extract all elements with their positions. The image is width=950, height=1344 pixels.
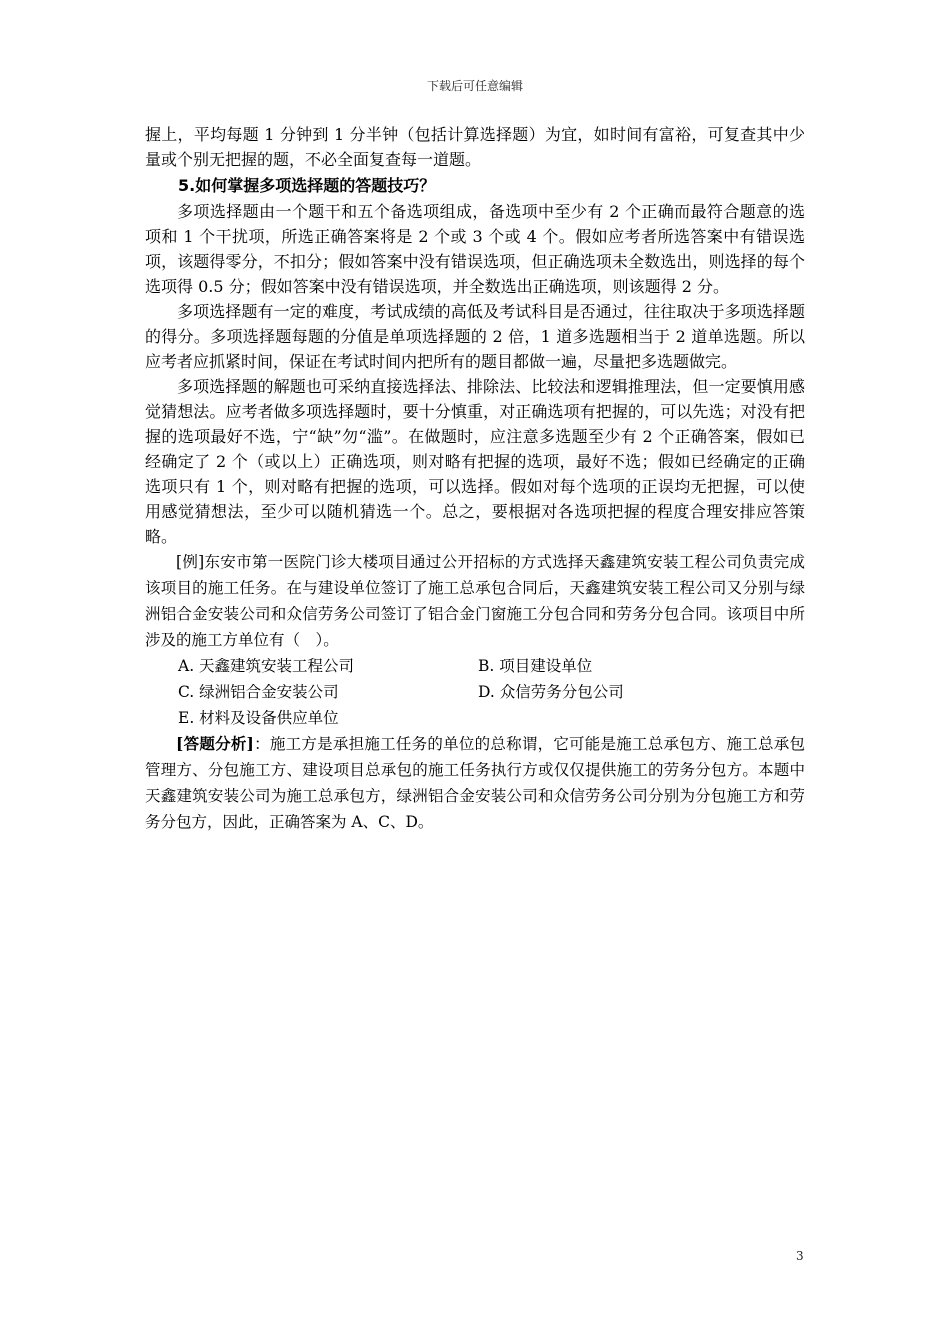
intro-paragraph: 握上，平均每题 1 分钟到 1 分半钟（包括计算选择题）为宜，如时间有富裕，可复查其中少量或个别无把握的题，不必全面复查每一道题。	[145, 125, 805, 169]
analysis-paragraph	[145, 731, 805, 835]
option-c: C. 绿洲铝合金安装公司	[178, 683, 339, 701]
analysis-text: ：施工方是承担施工任务的单位的总称谓，它可能是施工总承包方、施工总承包管理方、分包施工方、建设项目总承包的施工任务执行方或仅仅提供施工的劳务分包方。本题中天鑫建筑安装公司为施工总承包方，绿洲铝合金安装公司和众信劳务公司分别为分包施工方和劳务分包方，因此，正确答案为 A、C、D。	[145, 735, 805, 831]
option-d: D. 众信劳务分包公司	[478, 683, 624, 701]
page-header: 下载后可任意编辑	[426, 79, 523, 93]
option-row-e	[145, 705, 805, 731]
section-heading: 5.如何掌握多项选择题的答题技巧？	[178, 176, 436, 195]
option-row-cd	[145, 679, 805, 705]
option-e: E. 材料及设备供应单位	[178, 709, 339, 727]
option-a: A. 天鑫建筑安装工程公司	[178, 657, 355, 675]
analysis-label: [答题分析]	[176, 734, 254, 753]
page-content	[145, 122, 805, 835]
option-row-ab	[145, 653, 805, 679]
example-question: [例]东安市第一医院门诊大楼项目通过公开招标的方式选择天鑫建筑安装工程公司负责完成该项目的施工任务。在与建设单位签订了施工总承包合同后，天鑫建筑安装工程公司又分别与绿洲铝合金安装公司和众信劳务公司签订了铝合金门窗施工分包合同和劳务分包合同。该项目中所涉及的施工方单位有（ ）。	[145, 553, 805, 649]
answer-options	[145, 653, 805, 731]
option-b: B. 项目建设单位	[478, 657, 593, 675]
body-paragraph-2: 多项选择题有一定的难度，考试成绩的高低及考试科目是否通过，往往取决于多项选择题的得分。多项选择题每题的分值是单项选择题的 2 倍，1 道多选题相当于 2 道单选题。所以应考者应抓紧时间，保证在考试时间内把所有的题目都做一遍，尽量把多选题做完。	[145, 302, 805, 371]
body-paragraph-1: 多项选择题由一个题干和五个备选项组成，备选项中至少有 2 个正确而最符合题意的选项和 1 个干扰项，所选正确答案将是 2 个或 3 个或 4 个。假如应考者所选答案中有错误选项，该题得零分，不扣分；假如答案中没有错误选项，但正确选项未全数选出，则选择的每个选项得 0.5 分；假如答案中没有错误选项，并全数选出正确选项，则该题得 2 分。	[145, 202, 805, 296]
page-number: 3	[796, 1249, 804, 1263]
body-paragraph-3: 多项选择题的解题也可采纳直接选择法、排除法、比较法和逻辑推理法，但一定要慎用感觉猜想法。应考者做多项选择题时，要十分慎重，对正确选项有把握的，可以先选；对没有把握的选项最好不选，宁“缺”勿“滥”。在做题时，应注意多选题至少有 2 个正确答案，假如已经确定了 2 个（或以上）正确选项，则对略有把握的选项，最好不选；假如已经确定的正确选项只有 1 个，则对略有把握的选项，可以选择。假如对每个选项的正误均无把握，可以使用感觉猜想法，至少可以随机猜选一个。总之，要根据对各选项把握的程度合理安排应答策略。	[145, 377, 805, 546]
